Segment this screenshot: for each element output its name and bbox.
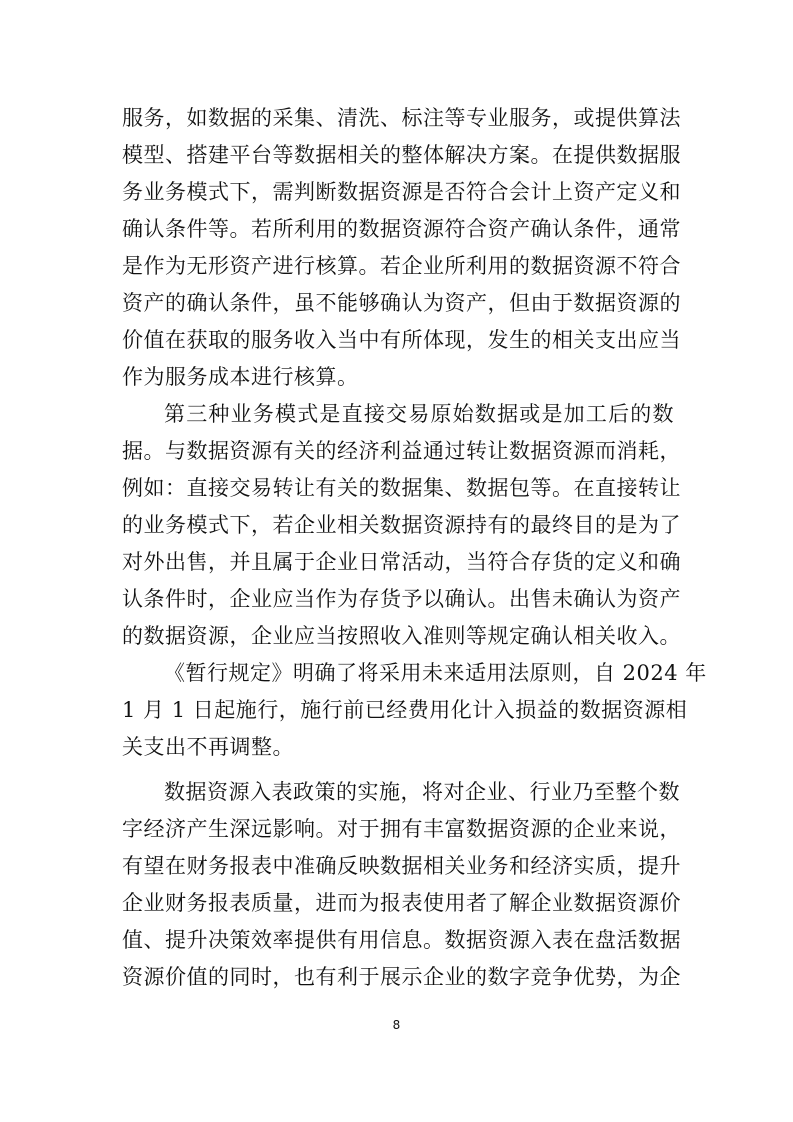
- text-line: 服务，如数据的采集、清洗、标注等专业服务，或提供算法: [122, 106, 681, 130]
- text-line: 资产的确认条件，虽不能够确认为资产，但由于数据资源的: [122, 291, 681, 315]
- paragraph-3: [122, 655, 707, 766]
- text-line: 资源价值的同时，也有利于展示企业的数字竞争优势，为企: [122, 965, 681, 989]
- text-line: 《暂行规定》明确了将采用未来适用法原则，自 2024 年: [164, 661, 707, 685]
- text-line: 模型、搭建平台等数据相关的整体解决方案。在提供数据服: [122, 143, 681, 167]
- text-line: 是作为无形资产进行核算。若企业所利用的数据资源不符合: [122, 254, 681, 278]
- body-text: [122, 100, 707, 996]
- text-line: 认条件时，企业应当作为存货予以确认。出售未确认为资产: [122, 587, 681, 611]
- text-line: 关支出不再调整。: [122, 735, 294, 759]
- text-line: 第三种业务模式是直接交易原始数据或是加工后的数: [164, 402, 674, 426]
- text-line: 确认条件等。若所利用的数据资源符合资产确认条件，通常: [122, 217, 681, 241]
- text-line: 的数据资源，企业应当按照收入准则等规定确认相关收入。: [122, 624, 681, 648]
- paragraph-2: [122, 396, 681, 655]
- paragraph-4: [122, 774, 681, 996]
- text-line: 值、提升决策效率提供有用信息。数据资源入表在盘活数据: [122, 928, 681, 952]
- text-line: 对外出售，并且属于企业日常活动，当符合存货的定义和确: [122, 550, 681, 574]
- text-line: 有望在财务报表中准确反映数据相关业务和经济实质，提升: [122, 854, 681, 878]
- text-line: 务业务模式下，需判断数据资源是否符合会计上资产定义和: [122, 180, 681, 204]
- text-line: 例如：直接交易转让有关的数据集、数据包等。在直接转让: [122, 476, 681, 500]
- text-line: 的业务模式下，若企业相关数据资源持有的最终目的是为了: [122, 513, 681, 537]
- page-number: 8: [392, 1018, 401, 1032]
- text-line: 字经济产生深远影响。对于拥有丰富数据资源的企业来说，: [122, 817, 681, 841]
- text-line: 1 月 1 日起施行，施行前已经费用化计入损益的数据资源相: [122, 698, 688, 722]
- text-line: 作为服务成本进行核算。: [122, 365, 359, 389]
- text-line: 企业财务报表质量，进而为报表使用者了解企业数据资源价: [122, 891, 681, 915]
- text-line: 价值在获取的服务收入当中有所体现，发生的相关支出应当: [122, 328, 681, 352]
- paragraph-1: [122, 100, 681, 396]
- text-line: 据。与数据资源有关的经济利益通过转让数据资源而消耗，: [122, 439, 681, 463]
- text-line: 数据资源入表政策的实施，将对企业、行业乃至整个数: [164, 780, 680, 804]
